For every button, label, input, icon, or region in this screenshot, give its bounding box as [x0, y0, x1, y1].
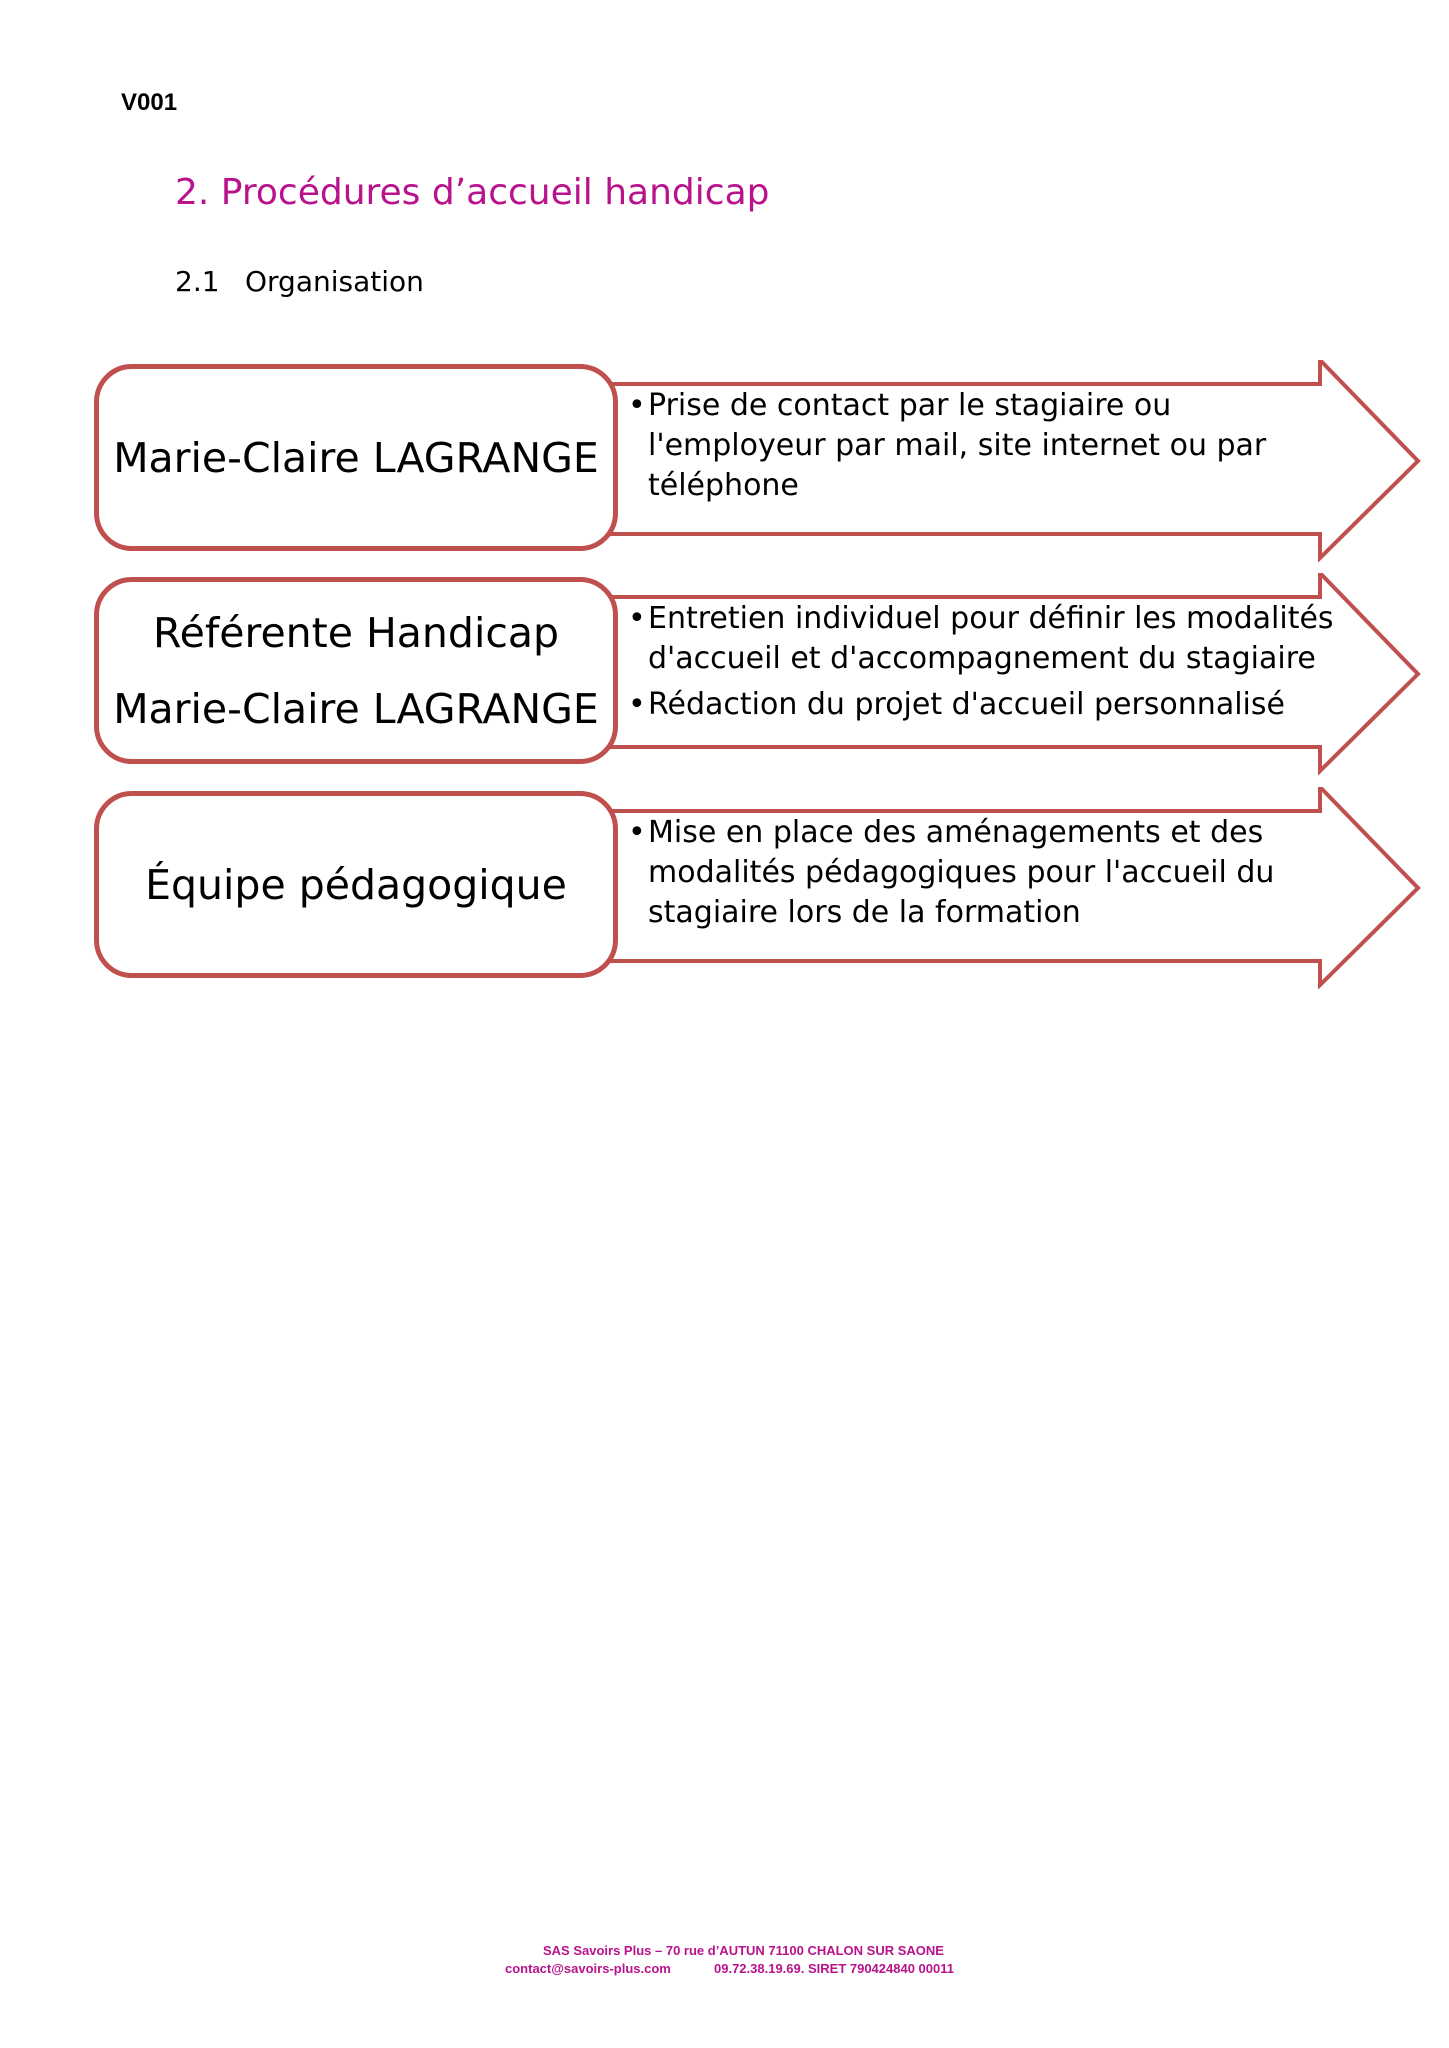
footer-phone-siret: 09.72.38.19.69. SIRET 790424840 00011	[714, 1961, 954, 1976]
process-step	[0, 787, 1449, 989]
task-list	[630, 813, 1280, 939]
task-item	[630, 386, 1280, 506]
subsection-number: 2.1	[175, 265, 220, 298]
actor-box	[94, 791, 618, 978]
bullet-icon: •	[628, 687, 646, 722]
actor-name: Marie-Claire LAGRANGE	[113, 433, 599, 482]
process-step	[0, 360, 1449, 562]
task-item	[630, 685, 1350, 725]
task-text: Entretien individuel pour définir les modalités d'accueil et d'accompagnement du stagiaire	[648, 601, 1334, 676]
bullet-icon: •	[628, 815, 646, 850]
actor-box	[94, 577, 618, 764]
task-text: Rédaction du projet d'accueil personnalisé	[648, 687, 1285, 722]
section-heading: 2. Procédures d’accueil handicap	[175, 172, 770, 213]
process-diagram	[0, 0, 1449, 1000]
task-item	[630, 599, 1350, 679]
task-list	[630, 599, 1350, 731]
subsection-title: Organisation	[245, 265, 424, 298]
task-item	[630, 813, 1280, 933]
actor-name: Équipe pédagogique	[145, 860, 567, 909]
actor-name: Marie-Claire LAGRANGE	[113, 684, 599, 733]
task-text: Mise en place des aménagements et des modalités pédagogiques pour l'accueil du stagiaire lors de la formation	[648, 815, 1275, 930]
document-version: V001	[121, 89, 178, 116]
actor-role: Référente Handicap	[152, 608, 560, 657]
footer-address: SAS Savoirs Plus – 70 rue d’AUTUN 71100 CHALON SUR SAONE	[543, 1943, 944, 1958]
task-text: Prise de contact par le stagiaire ou l'employeur par mail, site internet ou par téléphone	[648, 388, 1267, 503]
footer-email[interactable]: contact@savoirs-plus.com	[505, 1961, 671, 1976]
bullet-icon: •	[628, 388, 646, 423]
bullet-icon: •	[628, 601, 646, 636]
task-list	[630, 386, 1280, 512]
actor-box	[94, 364, 618, 551]
process-step	[0, 573, 1449, 775]
